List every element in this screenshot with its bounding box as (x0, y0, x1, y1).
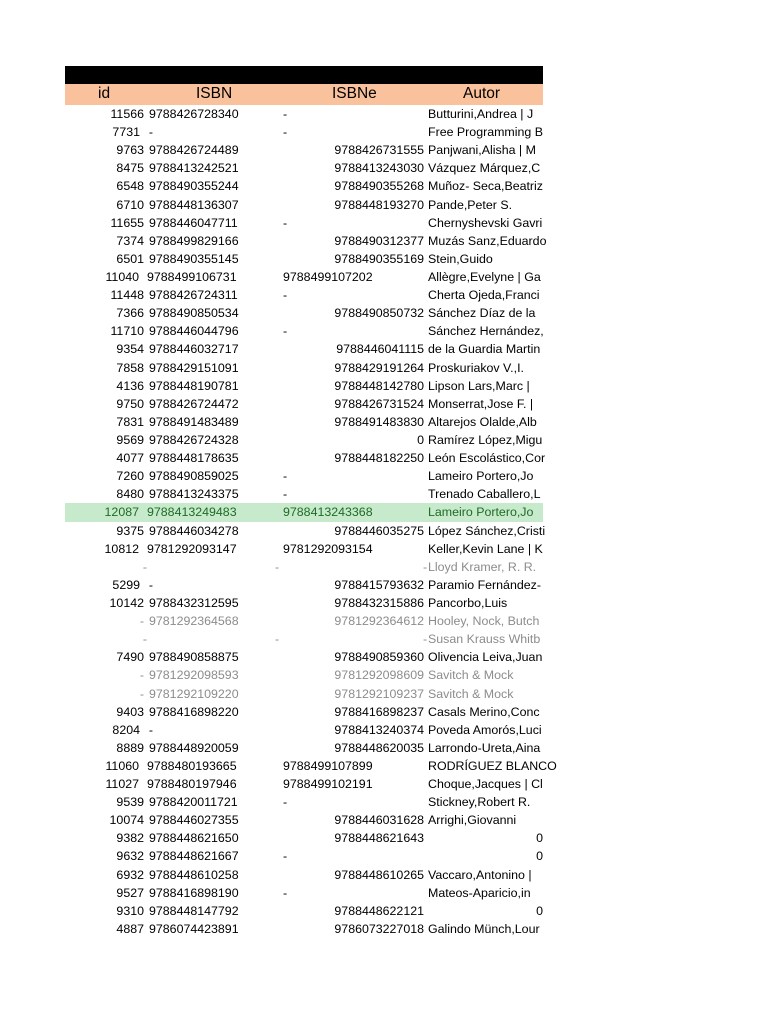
cell-isbne[interactable]: 9788499107202 (283, 269, 373, 284)
cell-isbne[interactable]: 9788490859360 (334, 650, 424, 665)
cell-autor[interactable]: RODRÍGUEZ BLANCO (428, 758, 557, 773)
cell-autor[interactable]: Proskuriakov V.,I. (428, 360, 524, 375)
cell-isbn[interactable]: 9788446044796 (149, 324, 239, 339)
table-row[interactable] (65, 286, 543, 304)
table-row[interactable] (65, 594, 543, 612)
cell-id[interactable]: 7858 (116, 360, 144, 375)
cell-isbne[interactable]: - (283, 849, 288, 864)
cell-isbn[interactable]: 9788416898190 (149, 885, 239, 900)
table-row[interactable] (65, 757, 557, 775)
cell-id[interactable]: 9527 (116, 885, 144, 900)
cell-isbn[interactable]: 9788490850534 (149, 306, 239, 321)
cell-isbn[interactable]: 9788426728340 (149, 107, 239, 121)
cell-autor[interactable]: Keller,Kevin Lane | K (428, 541, 543, 556)
cell-isbne[interactable]: - (423, 559, 428, 574)
cell-isbn[interactable]: 9788448920059 (149, 740, 239, 755)
cell-id[interactable]: 9539 (116, 795, 144, 810)
cell-isbn[interactable]: 9788426724472 (149, 396, 239, 411)
table-row[interactable] (65, 884, 543, 902)
table-row[interactable] (65, 866, 543, 884)
table-row[interactable] (65, 177, 543, 195)
cell-autor[interactable]: Vaccaro,Antonino | (428, 867, 532, 882)
table-row[interactable] (65, 793, 543, 811)
cell-autor[interactable]: Altarejos Olalde,Alb (428, 414, 537, 429)
cell-id[interactable]: 11710 (110, 324, 144, 339)
table-row[interactable] (65, 721, 543, 739)
cell-isbn[interactable]: 9788448621650 (149, 831, 239, 846)
cell-autor[interactable]: Lloyd Kramer, R. R. (428, 559, 537, 574)
table-row[interactable] (65, 902, 543, 920)
cell-autor[interactable]: Free Programming B (428, 125, 543, 140)
cell-autor[interactable]: Sánchez Hernández, (428, 324, 544, 339)
table-row[interactable] (65, 449, 546, 467)
cell-id[interactable]: 5299 (112, 577, 140, 592)
cell-isbne[interactable]: 9788416898237 (334, 704, 424, 719)
cell-isbn[interactable]: 9781292093147 (147, 541, 237, 556)
cell-isbn[interactable]: 9788490859025 (149, 469, 239, 484)
cell-autor[interactable]: Lameiro Portero,Jo (428, 505, 534, 520)
cell-autor[interactable]: 0 (536, 903, 543, 918)
cell-isbn[interactable]: 9788448190781 (149, 378, 239, 393)
table-row[interactable] (65, 503, 543, 521)
cell-isbn[interactable]: 9788416898220 (149, 704, 239, 719)
table-row[interactable] (65, 268, 543, 286)
cell-id[interactable]: 10812 (104, 541, 139, 556)
cell-isbn[interactable]: 9788446034278 (149, 523, 239, 538)
cell-autor[interactable]: Muzás Sanz,Eduardo (428, 233, 547, 248)
table-row[interactable] (65, 304, 543, 322)
table-body (65, 105, 557, 938)
cell-isbn[interactable]: 9788448178635 (149, 451, 239, 466)
cell-id[interactable]: 9763 (116, 143, 144, 158)
cell-autor[interactable]: Casals Merino,Conc (428, 704, 540, 719)
cell-autor[interactable]: Paramio Fernández- (428, 577, 541, 592)
cell-isbne[interactable]: - (283, 125, 288, 140)
cell-id[interactable]: 6932 (116, 867, 144, 882)
cell-isbn[interactable]: 9788491483489 (149, 414, 239, 429)
cell-id[interactable]: 6548 (116, 179, 144, 194)
cell-id[interactable]: 9569 (116, 432, 144, 447)
cell-isbne[interactable]: 0 (417, 432, 424, 447)
cell-isbne[interactable]: 9788448610265 (334, 867, 424, 882)
cell-isbne[interactable]: 9788426731555 (334, 143, 424, 158)
cell-id[interactable]: 9632 (116, 849, 144, 864)
cell-isbn[interactable]: 9788426724489 (149, 143, 239, 158)
cell-autor[interactable]: Galindo Münch,Lour (428, 921, 540, 936)
cell-isbn[interactable]: 9788446027355 (149, 813, 239, 828)
cell-isbne[interactable]: 9781292109237 (334, 686, 424, 701)
cell-isbne[interactable]: 9781292093154 (283, 541, 373, 556)
cell-id[interactable]: 9354 (116, 342, 144, 357)
sheet-title-bar (65, 66, 543, 84)
table-row[interactable] (65, 648, 543, 666)
cell-isbne[interactable]: 9788491483830 (334, 414, 424, 429)
cell-isbn[interactable]: 9786074423891 (149, 921, 239, 936)
table-row[interactable] (65, 141, 543, 159)
cell-id[interactable]: 11448 (110, 288, 144, 303)
cell-id[interactable]: 11060 (105, 758, 139, 773)
table-row[interactable] (65, 558, 543, 576)
cell-isbn[interactable]: 9788448621667 (149, 849, 239, 864)
cell-autor[interactable]: Olivencia Leiva,Juan (428, 650, 543, 665)
cell-isbn[interactable]: 9788413243375 (149, 487, 239, 502)
header-isbn[interactable]: ISBN (196, 85, 233, 102)
cell-isbn[interactable]: 9788426724311 (149, 288, 238, 303)
cell-isbne[interactable]: 9788499107899 (283, 758, 373, 773)
table-row[interactable] (65, 232, 547, 250)
header-isbne[interactable]: ISBNe (332, 85, 377, 102)
header-id[interactable]: id (98, 85, 111, 102)
cell-isbn[interactable]: 9788446032717 (149, 342, 239, 357)
cell-isbne[interactable]: 9788413240374 (334, 722, 424, 737)
table-row[interactable] (65, 395, 543, 413)
cell-autor[interactable]: Panjwani,Alisha | M (428, 143, 536, 158)
table-row[interactable] (65, 920, 543, 938)
cell-id[interactable]: - (139, 668, 144, 683)
cell-isbn[interactable]: - (275, 559, 280, 574)
cell-isbne[interactable]: 9788490355169 (334, 251, 424, 266)
table-row[interactable] (65, 540, 543, 558)
cell-isbn[interactable]: - (148, 722, 153, 737)
table-row[interactable] (65, 703, 543, 721)
cell-isbne[interactable]: - (283, 487, 288, 502)
table-row[interactable] (65, 377, 543, 395)
cell-autor[interactable]: Allègre,Evelyne | Ga (428, 269, 541, 284)
cell-isbn[interactable]: 9788499829166 (149, 233, 239, 248)
cell-isbn[interactable]: 9788448610258 (149, 867, 239, 882)
cell-id[interactable]: 6501 (116, 251, 144, 266)
cell-autor[interactable]: Savitch & Mock (428, 668, 514, 683)
cell-isbn[interactable]: 9788499106731 (147, 269, 237, 284)
cell-autor[interactable]: Ramírez López,Migu (428, 432, 543, 447)
cell-isbne[interactable]: - (283, 288, 288, 303)
cell-id[interactable]: 7831 (116, 414, 144, 429)
cell-autor[interactable]: Cherta Ojeda,Franci (428, 288, 540, 303)
cell-isbne[interactable]: 9786073227018 (334, 921, 424, 936)
cell-autor[interactable]: López Sánchez,Cristi (428, 523, 546, 538)
cell-autor[interactable]: Hooley, Nock, Butch (428, 614, 540, 629)
cell-autor[interactable]: Larrondo-Ureta,Aina (428, 740, 541, 755)
cell-isbne[interactable]: 9788448620035 (334, 740, 424, 755)
cell-autor[interactable]: Monserrat,Jose F. | (428, 396, 534, 411)
cell-isbne[interactable]: - (423, 632, 428, 647)
cell-id[interactable]: - (139, 686, 144, 701)
cell-isbn[interactable]: 9788413249483 (147, 505, 237, 520)
cell-id[interactable]: 9382 (116, 831, 144, 846)
cell-id[interactable]: 7366 (116, 306, 144, 321)
cell-isbn[interactable]: 9788429151091 (149, 360, 239, 375)
table-row[interactable] (65, 630, 543, 648)
cell-id[interactable]: 9375 (116, 523, 144, 538)
spreadsheet (65, 66, 557, 938)
table-row[interactable] (65, 576, 543, 594)
cell-autor[interactable]: Sánchez Díaz de la (428, 306, 536, 321)
cell-id[interactable]: 8480 (116, 487, 144, 502)
cell-autor[interactable]: Poveda Amorós,Luci (428, 722, 542, 737)
header-autor[interactable]: Autor (463, 85, 501, 102)
cell-id[interactable]: 6710 (116, 197, 144, 212)
cell-isbne[interactable]: 9788415793632 (334, 577, 424, 592)
cell-isbne[interactable]: 9788413243368 (283, 505, 373, 520)
cell-id[interactable]: - (142, 632, 147, 647)
cell-autor[interactable]: Vázquez Márquez,C (428, 161, 541, 176)
table-row[interactable] (65, 123, 543, 141)
cell-autor[interactable]: Arrighi,Giovanni (428, 813, 517, 828)
cell-isbn[interactable]: 9788480193665 (147, 758, 237, 773)
cell-id[interactable]: 9310 (116, 903, 144, 918)
table-row[interactable] (65, 250, 543, 268)
cell-isbne[interactable]: 9788448142780 (334, 378, 424, 393)
cell-isbne[interactable]: 9788446041115 (336, 342, 424, 357)
cell-isbne[interactable]: 9781292364612 (334, 614, 424, 629)
cell-id[interactable]: 4077 (116, 451, 144, 466)
table-row[interactable] (65, 739, 543, 757)
cell-isbn[interactable]: 9788448147792 (149, 903, 239, 918)
cell-isbn[interactable]: 9788480197946 (147, 777, 237, 792)
cell-isbne[interactable]: 9788448622121 (334, 903, 424, 918)
cell-id[interactable]: 8204 (112, 722, 140, 737)
table-row[interactable] (65, 359, 543, 377)
cell-autor[interactable]: Savitch & Mock (428, 686, 514, 701)
table-row[interactable] (65, 847, 543, 865)
table-row[interactable] (65, 485, 543, 503)
cell-isbn[interactable]: 9788426724328 (149, 432, 239, 447)
cell-isbne[interactable]: 9788429191264 (334, 360, 424, 375)
cell-isbne[interactable]: - (283, 469, 288, 484)
cell-isbn[interactable]: 9788490355244 (149, 179, 239, 194)
cell-isbn[interactable]: - (148, 125, 153, 140)
cell-id[interactable]: 7260 (116, 469, 144, 484)
table-row[interactable] (65, 612, 543, 630)
cell-id[interactable]: 11566 (110, 107, 144, 121)
cell-autor[interactable]: Chernyshevski Gavri (428, 215, 543, 230)
cell-autor[interactable]: 0 (536, 849, 543, 864)
table-row[interactable] (65, 105, 543, 123)
table-row[interactable] (65, 431, 543, 449)
cell-id[interactable]: 10142 (109, 595, 144, 610)
cell-isbne[interactable]: 9781292098609 (334, 668, 424, 683)
cell-autor[interactable]: Susan Krauss Whitb (428, 632, 541, 647)
cell-isbne[interactable]: 9788490850732 (334, 306, 424, 321)
cell-isbn[interactable]: - (148, 577, 153, 592)
cell-isbn[interactable]: 9781292098593 (149, 668, 239, 683)
cell-isbne[interactable]: 9788490355268 (334, 179, 424, 194)
cell-isbn[interactable]: 9788490858875 (149, 650, 239, 665)
cell-isbne[interactable]: 9788499102191 (283, 777, 373, 792)
cell-autor[interactable]: Trenado Caballero,L (428, 487, 541, 502)
table-row[interactable] (65, 775, 543, 793)
cell-isbn[interactable]: 9788420011721 (149, 795, 238, 810)
cell-id[interactable]: 4887 (116, 921, 144, 936)
cell-autor[interactable]: 0 (536, 831, 543, 846)
cell-isbne[interactable]: - (283, 324, 288, 339)
cell-isbn[interactable]: 9781292364568 (149, 614, 239, 629)
cell-id[interactable]: 10074 (109, 813, 144, 828)
cell-isbne[interactable]: 9788413243030 (334, 161, 424, 176)
cell-isbn[interactable]: 9788413242521 (149, 161, 239, 176)
cell-isbn[interactable]: 9788446047711 (149, 215, 238, 230)
cell-isbn[interactable]: 9788448136307 (149, 197, 239, 212)
cell-isbn[interactable]: 9781292109220 (149, 686, 239, 701)
cell-id[interactable]: 4136 (116, 378, 144, 393)
cell-isbne[interactable]: - (283, 215, 288, 230)
cell-autor[interactable]: Butturini,Andrea | J (428, 107, 534, 121)
header-row (65, 84, 543, 105)
cell-id[interactable]: 9750 (116, 396, 144, 411)
table-row[interactable] (65, 214, 543, 232)
cell-isbne[interactable]: 9788446035275 (334, 523, 424, 538)
cell-autor[interactable]: Choque,Jacques | Cl (428, 777, 543, 792)
table-row[interactable] (65, 159, 543, 177)
cell-isbne[interactable]: - (283, 885, 288, 900)
cell-isbn[interactable]: - (275, 632, 280, 647)
table-row[interactable] (65, 467, 543, 485)
cell-isbne[interactable]: 9788490312377 (334, 233, 424, 248)
cell-id[interactable]: - (142, 559, 147, 574)
cell-id[interactable]: 12087 (104, 505, 139, 520)
cell-autor[interactable]: León Escolástico,Cor (428, 451, 546, 466)
cell-isbn[interactable]: 9788432312595 (149, 595, 239, 610)
cell-isbn[interactable]: 9788490355145 (149, 251, 239, 266)
cell-isbne[interactable]: 9788426731524 (334, 396, 424, 411)
cell-isbne[interactable]: - (283, 795, 288, 810)
table-row[interactable] (65, 522, 546, 540)
table-row[interactable] (65, 811, 543, 829)
cell-isbne[interactable]: 9788446031628 (334, 813, 424, 828)
cell-id[interactable]: 7490 (116, 650, 144, 665)
table-row[interactable] (65, 685, 543, 703)
cell-id[interactable]: - (139, 614, 144, 629)
cell-id[interactable]: 11040 (105, 269, 139, 284)
cell-autor[interactable]: Lameiro Portero,Jo (428, 469, 534, 484)
cell-autor[interactable]: Stickney,Robert R. (428, 795, 531, 810)
cell-isbne[interactable]: - (283, 107, 288, 121)
cell-isbne[interactable]: 9788432315886 (334, 595, 424, 610)
table-row[interactable] (65, 340, 543, 358)
table-row[interactable] (65, 322, 543, 340)
cell-autor[interactable]: Pancorbo,Luis (428, 595, 508, 610)
cell-isbne[interactable]: 9788448621643 (334, 831, 424, 846)
cell-autor[interactable]: Lipson Lars,Marc | (428, 378, 530, 393)
cell-autor[interactable]: Muñoz- Seca,Beatriz (428, 179, 544, 194)
cell-isbne[interactable]: 9788448193270 (334, 197, 424, 212)
cell-id[interactable]: 11027 (105, 777, 139, 792)
cell-id[interactable]: 11655 (110, 215, 144, 230)
table-row[interactable] (65, 666, 543, 684)
table-row[interactable] (65, 413, 543, 431)
cell-autor[interactable]: Stein,Guido (428, 251, 493, 266)
cell-id[interactable]: 7731 (112, 125, 140, 140)
cell-id[interactable]: 9403 (116, 704, 144, 719)
cell-id[interactable]: 8889 (116, 740, 144, 755)
cell-isbne[interactable]: 9788448182250 (334, 451, 424, 466)
cell-autor[interactable]: Mateos-Aparicio,in (428, 885, 531, 900)
table-row[interactable] (65, 196, 543, 214)
cell-id[interactable]: 7374 (116, 233, 144, 248)
cell-id[interactable]: 8475 (116, 161, 144, 176)
table-row[interactable] (65, 829, 543, 847)
cell-autor[interactable]: Pande,Peter S. (428, 197, 513, 212)
cell-autor[interactable]: de la Guardia Martin (428, 342, 541, 357)
